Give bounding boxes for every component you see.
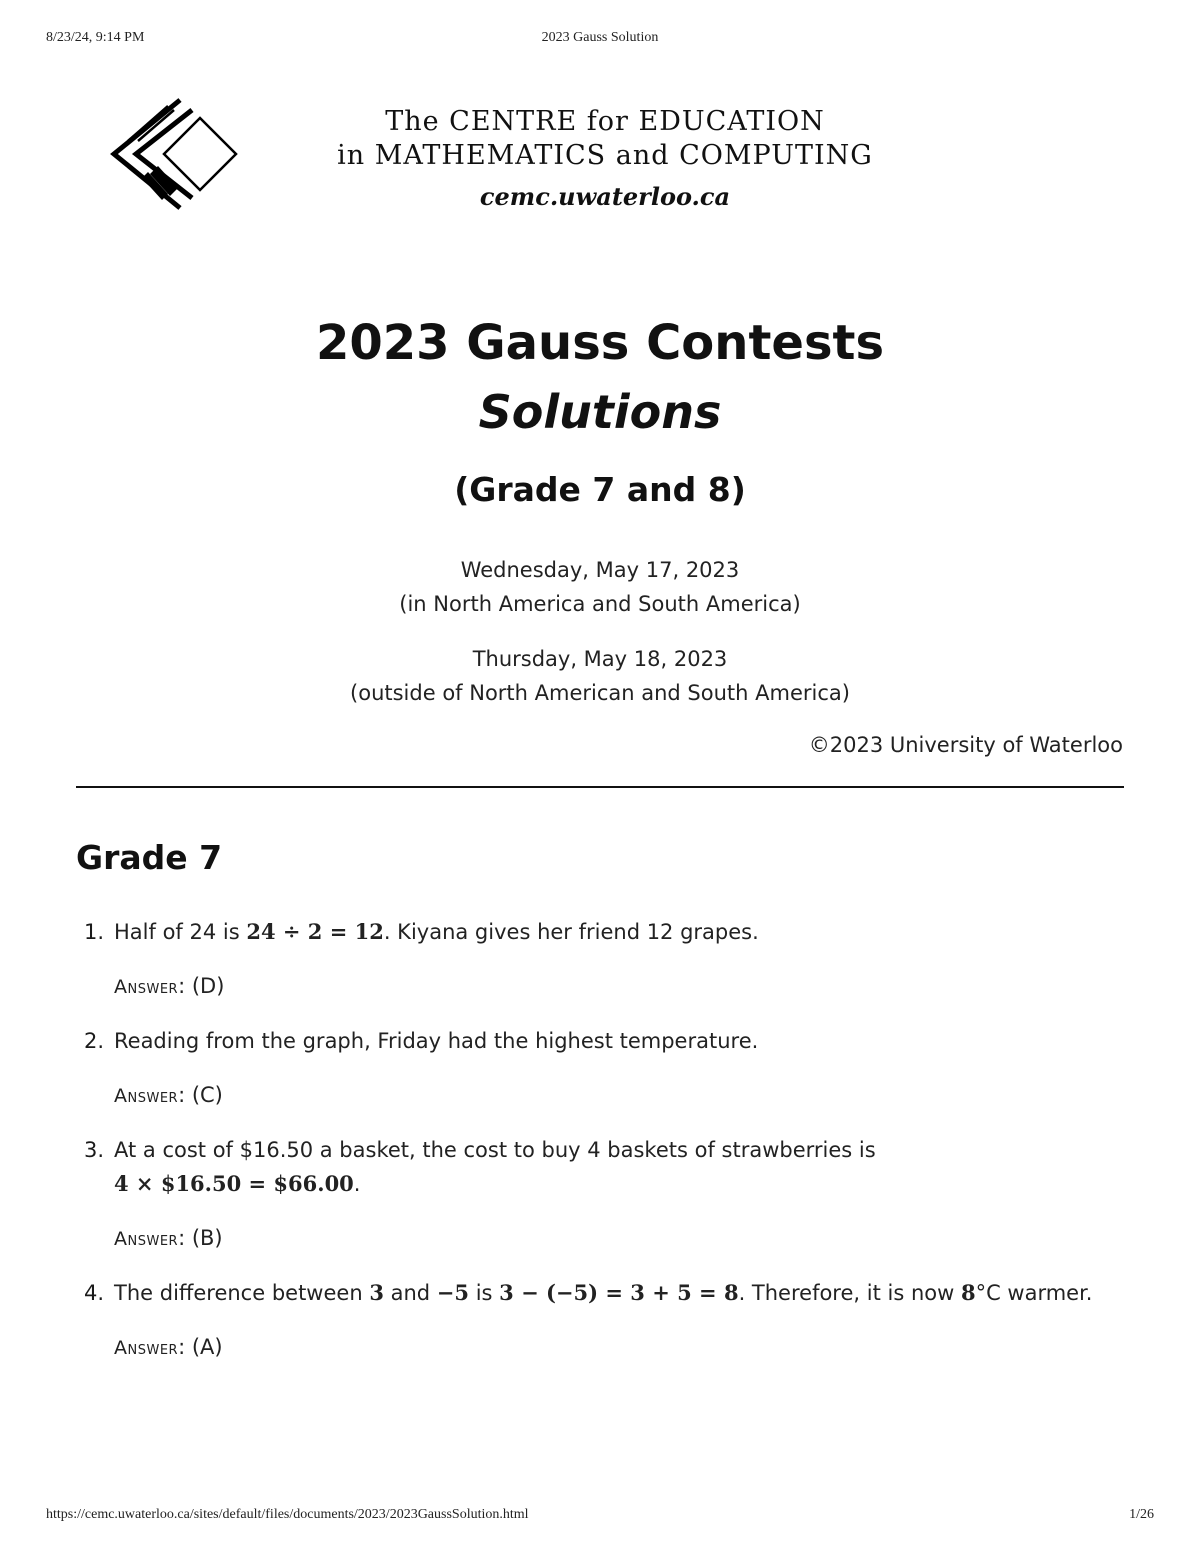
text-run: .: [353, 1172, 361, 1196]
print-footer: [46, 1507, 1154, 1527]
print-header: [46, 30, 1154, 50]
copyright: ©2023 University of Waterloo: [808, 733, 1123, 757]
question-1: [76, 915, 1126, 1004]
divider: [76, 786, 1124, 788]
text-run: . Kiyana gives her friend 12 grapes.: [383, 920, 759, 944]
question-text: [114, 1024, 1126, 1058]
contest-region: (outside of North American and South America): [350, 681, 850, 705]
brand-line-2: in MATHEMATICS and COMPUTING: [337, 140, 873, 171]
text-run: °C warmer.: [975, 1281, 1093, 1305]
text-run: . Therefore, it is now: [738, 1281, 961, 1305]
answer-label: Answer: [114, 976, 179, 998]
answer-label: Answer: [114, 1337, 179, 1359]
print-url[interactable]: https://cemc.uwaterloo.ca/sites/default/files/documents/2023/2023GaussSolution.html: [46, 1507, 529, 1522]
brand-url[interactable]: cemc.uwaterloo.ca: [479, 182, 731, 211]
question-number: 4.: [84, 1281, 105, 1305]
text-run: Half of 24 is: [114, 920, 247, 944]
math-expression: 8: [960, 1280, 976, 1305]
brand-line-1: The CENTRE for EDUCATION: [385, 106, 825, 137]
question-text: [114, 1276, 1126, 1310]
answer-line: [114, 969, 1126, 1004]
question-3: [76, 1133, 1126, 1256]
answer-value: : (C): [178, 1083, 223, 1107]
date-block-2: [0, 642, 1200, 710]
math-expression: −5: [436, 1280, 470, 1305]
cemc-logo-icon: [108, 96, 240, 212]
section-title: Grade 7: [76, 838, 223, 877]
answer-line: [114, 1330, 1126, 1365]
cemc-brand: [300, 105, 910, 217]
question-text: [114, 915, 1126, 949]
answer-line: [114, 1221, 1126, 1256]
answer-value: : (A): [178, 1335, 223, 1359]
question-number: 3.: [84, 1138, 105, 1162]
math-expression: 3: [369, 1280, 384, 1305]
contest-region: (in North America and South America): [399, 592, 801, 616]
page-number: 1/26: [1129, 1507, 1154, 1522]
question-text: [114, 1133, 1126, 1201]
print-datetime: 8/23/24, 9:14 PM: [46, 30, 145, 45]
text-run: At a cost of $16.50 a basket, the cost to buy 4 baskets of strawberries is: [114, 1138, 876, 1162]
page-title: 2023 Gauss Contests: [315, 315, 885, 371]
question-number: 2.: [84, 1029, 105, 1053]
math-expression: 4 × $16.50 = $66.00: [114, 1171, 354, 1196]
date-block-1: [0, 553, 1200, 621]
text-run: is: [469, 1281, 500, 1305]
question-4: [76, 1276, 1126, 1365]
question-list: [76, 915, 1126, 1385]
contest-date: Wednesday, May 17, 2023: [460, 558, 740, 582]
answer-value: : (D): [178, 974, 225, 998]
page-subtitle: Solutions: [478, 385, 722, 439]
text-run: The difference between: [114, 1281, 370, 1305]
question-number: 1.: [84, 920, 105, 944]
print-doc-title: 2023 Gauss Solution: [541, 30, 659, 45]
math-expression: 24 ÷ 2 = 12: [246, 919, 384, 944]
answer-label: Answer: [114, 1228, 179, 1250]
text-run: and: [383, 1281, 437, 1305]
grade-line: (Grade 7 and 8): [454, 470, 746, 509]
text-run: Reading from the graph, Friday had the highest temperature.: [114, 1029, 759, 1053]
answer-label: Answer: [114, 1085, 179, 1107]
answer-line: [114, 1078, 1126, 1113]
contest-date: Thursday, May 18, 2023: [472, 647, 728, 671]
math-expression: 3 − (−5) = 3 + 5 = 8: [499, 1280, 739, 1305]
question-2: [76, 1024, 1126, 1113]
answer-value: : (B): [178, 1226, 223, 1250]
